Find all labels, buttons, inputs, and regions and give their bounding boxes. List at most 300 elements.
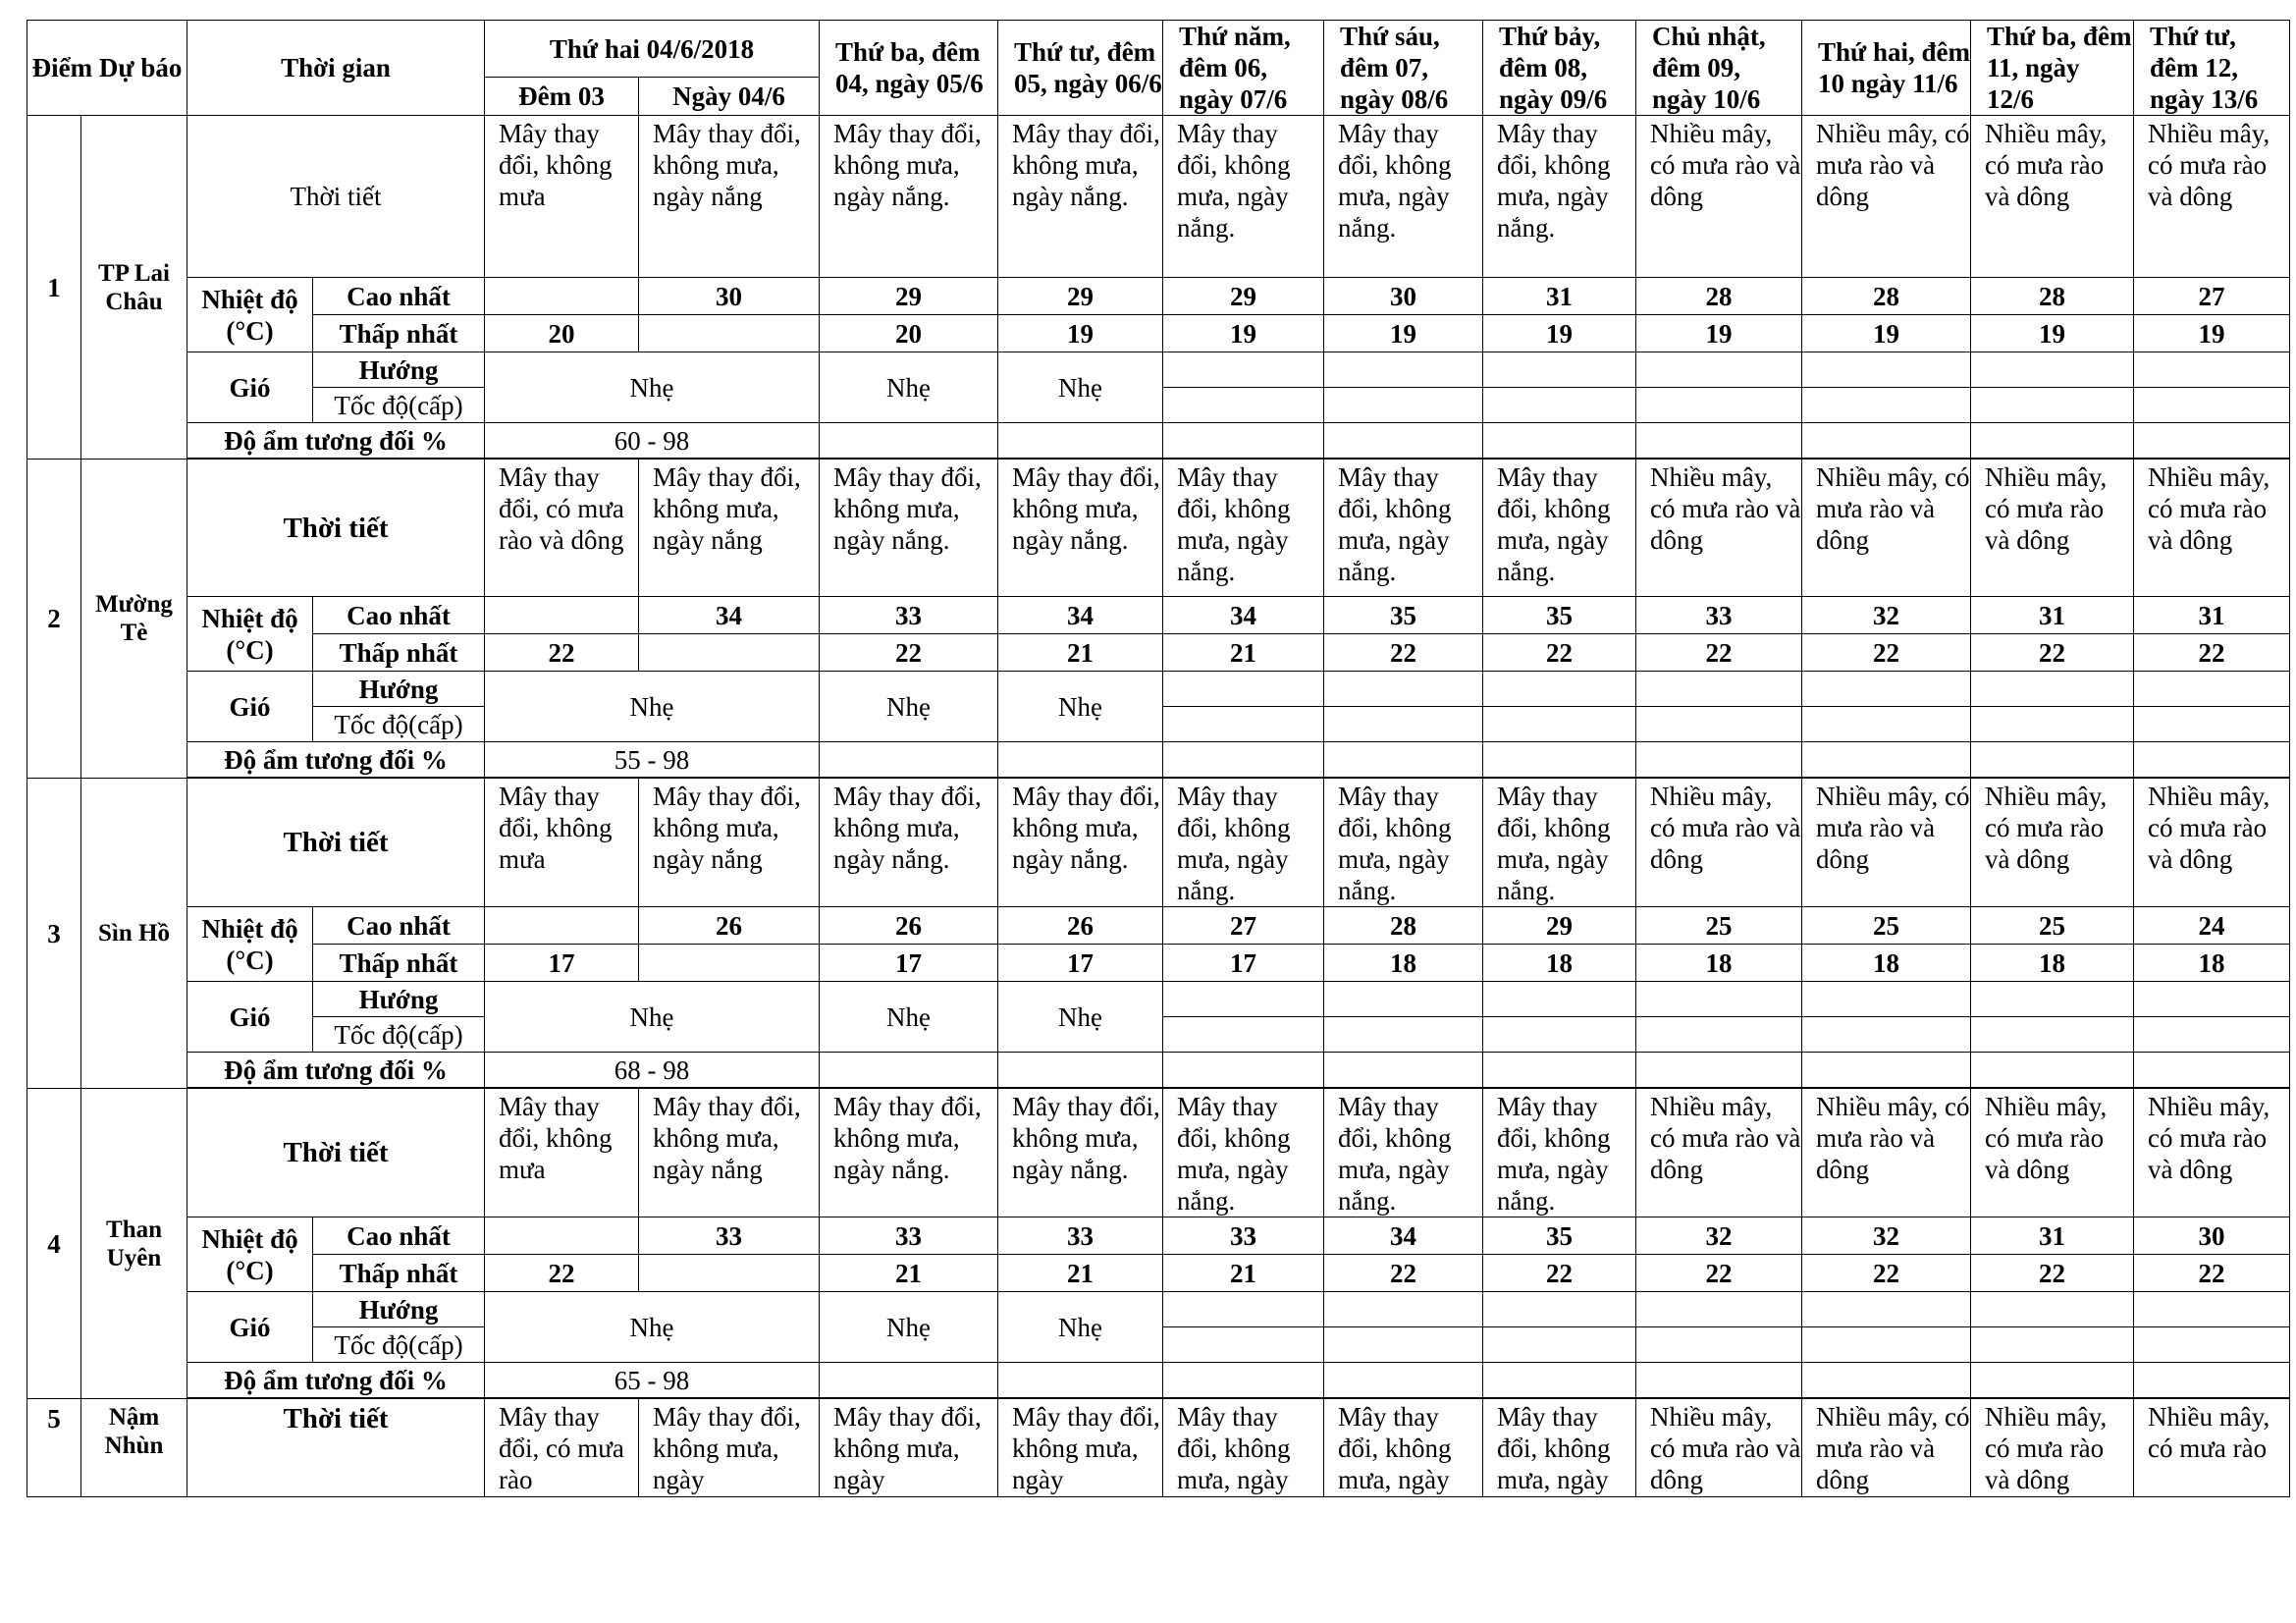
weather-desc: Mây thay đổi, không mưa, ngày nắng. xyxy=(998,460,1163,597)
header-diem-du-bao: Điểm Dự báo xyxy=(27,21,187,116)
label-huong: Hướng xyxy=(313,352,485,388)
empty-cell xyxy=(2134,1053,2290,1088)
label-nhiet-do: Nhiệt độ (°C) xyxy=(187,597,313,672)
weather-desc: Nhiều mây, có mưa rào và dông xyxy=(1636,116,1802,278)
station-number: 1 xyxy=(27,116,81,460)
empty-cell xyxy=(1971,982,2134,1017)
empty-cell xyxy=(1483,1327,1636,1363)
max-temp-value: 26 xyxy=(639,907,820,945)
min-temp-value: 19 xyxy=(1483,315,1636,352)
empty-cell xyxy=(1163,1327,1324,1363)
weather-desc: Nhiều mây, có mưa rào và dông xyxy=(1802,1089,1971,1217)
header-day: Chủ nhật, đêm 09, ngày 10/6 xyxy=(1636,21,1802,116)
max-temp-value: 34 xyxy=(639,597,820,634)
empty-cell xyxy=(1971,1017,2134,1053)
empty-cell xyxy=(1324,742,1483,778)
max-temp-value: 34 xyxy=(1324,1217,1483,1255)
label-huong: Hướng xyxy=(313,982,485,1017)
weather-desc: Mây thay đổi, không mưa, ngày xyxy=(820,1399,998,1497)
empty-cell xyxy=(998,423,1163,459)
header-day: Thứ bảy, đêm 08, ngày 09/6 xyxy=(1483,21,1636,116)
empty-cell xyxy=(1802,352,1971,388)
max-temp-value: 32 xyxy=(1802,1217,1971,1255)
max-temp-value: 29 xyxy=(1163,278,1324,315)
max-temp-value: 32 xyxy=(1802,597,1971,634)
station-name: Sìn Hồ xyxy=(81,779,187,1089)
max-temp-value: 29 xyxy=(998,278,1163,315)
min-temp-value: 22 xyxy=(1636,634,1802,672)
station-number: 4 xyxy=(27,1089,81,1399)
empty-cell xyxy=(1802,388,1971,423)
label-cao-nhat: Cao nhất xyxy=(313,278,485,315)
min-temp-value: 22 xyxy=(485,1255,639,1292)
max-temp-value: 28 xyxy=(1324,907,1483,945)
weather-desc: Mây thay đổi, không mưa, ngày nắng. xyxy=(998,1089,1163,1217)
max-temp-row xyxy=(27,278,2290,315)
empty-cell xyxy=(1324,352,1483,388)
empty-cell xyxy=(1636,1053,1802,1088)
label-do-am: Độ ẩm tương đối % xyxy=(187,423,485,459)
min-temp-value: 21 xyxy=(820,1255,998,1292)
empty-cell xyxy=(1802,672,1971,707)
weather-desc: Nhiều mây, có mưa rào và dông xyxy=(2134,779,2290,907)
min-temp-row xyxy=(27,315,2290,352)
min-temp-value: 20 xyxy=(820,315,998,352)
weather-desc: Mây thay đổi, không mưa, ngày nắng xyxy=(639,1089,820,1217)
min-temp-value: 17 xyxy=(998,945,1163,982)
weather-desc: Mây thay đổi, không mưa, ngày nắng. xyxy=(998,116,1163,278)
min-temp-value: 18 xyxy=(1483,945,1636,982)
empty-cell xyxy=(1163,742,1324,778)
empty-cell xyxy=(1483,982,1636,1017)
empty-cell xyxy=(1636,1327,1802,1363)
empty-cell xyxy=(1636,672,1802,707)
empty-cell xyxy=(1483,352,1636,388)
min-temp-value: 19 xyxy=(1802,315,1971,352)
station-weather-row xyxy=(27,1399,2290,1497)
weather-desc: Mây thay đổi, có mưa rào xyxy=(485,1399,639,1497)
empty-cell xyxy=(1324,1292,1483,1327)
min-temp-value xyxy=(639,315,820,352)
humidity-row xyxy=(27,423,2290,459)
min-temp-value: 19 xyxy=(1163,315,1324,352)
max-temp-row xyxy=(27,1217,2290,1255)
empty-cell xyxy=(1324,982,1483,1017)
empty-cell xyxy=(1802,1017,1971,1053)
weather-desc: Mây thay đổi, không mưa, ngày nắng. xyxy=(1483,460,1636,597)
forecast-table xyxy=(27,20,2290,1497)
wind-value: Nhẹ xyxy=(820,672,998,742)
wind-value: Nhẹ xyxy=(485,1292,820,1363)
max-temp-value: 33 xyxy=(820,597,998,634)
min-temp-row xyxy=(27,634,2290,672)
weather-desc: Mây thay đổi, không mưa, ngày nắng xyxy=(639,779,820,907)
weather-desc: Nhiều mây, có mưa rào xyxy=(2134,1399,2290,1497)
min-temp-value: 22 xyxy=(820,634,998,672)
label-thoi-tiet: Thời tiết xyxy=(187,779,485,907)
min-temp-value: 21 xyxy=(998,634,1163,672)
empty-cell xyxy=(1324,1053,1483,1088)
label-thap-nhat: Thấp nhất xyxy=(313,634,485,672)
max-temp-value xyxy=(485,278,639,315)
min-temp-value: 22 xyxy=(1324,634,1483,672)
label-nhiet-do: Nhiệt độ (°C) xyxy=(187,907,313,982)
humidity-row xyxy=(27,1053,2290,1088)
header-thoi-gian: Thời gian xyxy=(187,21,485,116)
max-temp-value: 32 xyxy=(1636,1217,1802,1255)
label-do-am: Độ ẩm tương đối % xyxy=(187,1053,485,1088)
empty-cell xyxy=(1971,1363,2134,1398)
empty-cell xyxy=(1163,707,1324,742)
label-thoi-tiet: Thời tiết xyxy=(187,1399,485,1497)
weather-desc: Mây thay đổi, không mưa, ngày xyxy=(1483,1399,1636,1497)
max-temp-value xyxy=(485,597,639,634)
weather-desc: Mây thay đổi, không mưa xyxy=(485,1089,639,1217)
weather-desc: Mây thay đổi, không mưa, ngày nắng xyxy=(639,116,820,278)
empty-cell xyxy=(1971,1053,2134,1088)
wind-direction-row xyxy=(27,672,2290,707)
max-temp-value: 27 xyxy=(2134,278,2290,315)
weather-desc: Mây thay đổi, không mưa, ngày nắng. xyxy=(1483,116,1636,278)
empty-cell xyxy=(1971,672,2134,707)
empty-cell xyxy=(1636,982,1802,1017)
weather-desc: Mây thay đổi, không mưa, ngày nắng. xyxy=(1324,779,1483,907)
min-temp-value: 21 xyxy=(1163,634,1324,672)
weather-desc: Mây thay đổi, không mưa, ngày nắng xyxy=(639,460,820,597)
empty-cell xyxy=(1483,672,1636,707)
header-row xyxy=(27,21,2290,78)
weather-desc: Mây thay đổi, không mưa, ngày xyxy=(639,1399,820,1497)
humidity-row xyxy=(27,1363,2290,1398)
weather-desc: Nhiều mây, có mưa rào và dông xyxy=(2134,116,2290,278)
weather-desc: Nhiều mây, có mưa rào và dông xyxy=(1971,1089,2134,1217)
max-temp-value: 33 xyxy=(1163,1217,1324,1255)
label-do-am: Độ ẩm tương đối % xyxy=(187,1363,485,1398)
min-temp-value: 20 xyxy=(485,315,639,352)
empty-cell xyxy=(1971,388,2134,423)
empty-cell xyxy=(1163,1017,1324,1053)
empty-cell xyxy=(2134,707,2290,742)
weather-desc: Nhiều mây, có mưa rào và dông xyxy=(1802,460,1971,597)
max-temp-value: 25 xyxy=(1636,907,1802,945)
header-day: Thứ ba, đêm 11, ngày 12/6 xyxy=(1971,21,2134,116)
header-day-sub: Ngày 04/6 xyxy=(639,78,820,116)
station-number: 2 xyxy=(27,460,81,779)
min-temp-value: 22 xyxy=(1483,1255,1636,1292)
label-gio: Gió xyxy=(187,352,313,423)
empty-cell xyxy=(1636,423,1802,459)
empty-cell xyxy=(1971,742,2134,778)
label-thap-nhat: Thấp nhất xyxy=(313,315,485,352)
empty-cell xyxy=(1324,1363,1483,1398)
weather-desc: Nhiều mây, có mưa rào và dông xyxy=(2134,460,2290,597)
max-temp-value: 31 xyxy=(1971,1217,2134,1255)
wind-value: Nhẹ xyxy=(820,982,998,1053)
weather-desc: Mây thay đổi, không mưa, ngày nắng. xyxy=(1324,116,1483,278)
wind-direction-row xyxy=(27,982,2290,1017)
weather-desc: Mây thay đổi, không mưa, ngày nắng. xyxy=(1163,1089,1324,1217)
humidity-value: 55 - 98 xyxy=(485,742,820,778)
empty-cell xyxy=(1802,707,1971,742)
label-toc-do: Tốc độ(cấp) xyxy=(313,1017,485,1053)
max-temp-value: 35 xyxy=(1483,597,1636,634)
station-name: Mường Tè xyxy=(81,460,187,779)
empty-cell xyxy=(1163,672,1324,707)
empty-cell xyxy=(1636,352,1802,388)
empty-cell xyxy=(2134,1017,2290,1053)
label-huong: Hướng xyxy=(313,672,485,707)
weather-desc: Mây thay đổi, không mưa, ngày nắng. xyxy=(820,779,998,907)
wind-value: Nhẹ xyxy=(998,982,1163,1053)
max-temp-value: 26 xyxy=(820,907,998,945)
max-temp-value: 34 xyxy=(1163,597,1324,634)
label-thap-nhat: Thấp nhất xyxy=(313,1255,485,1292)
weather-desc: Nhiều mây, có mưa rào và dông xyxy=(1636,1089,1802,1217)
min-temp-value: 19 xyxy=(998,315,1163,352)
weather-desc: Nhiều mây, có mưa rào và dông xyxy=(1802,1399,1971,1497)
empty-cell xyxy=(1636,742,1802,778)
humidity-value: 68 - 98 xyxy=(485,1053,820,1088)
empty-cell xyxy=(2134,982,2290,1017)
label-thap-nhat: Thấp nhất xyxy=(313,945,485,982)
max-temp-value: 28 xyxy=(1802,278,1971,315)
station-name: TP Lai Châu xyxy=(81,116,187,460)
empty-cell xyxy=(1636,1363,1802,1398)
empty-cell xyxy=(1163,352,1324,388)
wind-value: Nhẹ xyxy=(485,352,820,423)
empty-cell xyxy=(2134,352,2290,388)
min-temp-value: 18 xyxy=(1971,945,2134,982)
empty-cell xyxy=(1636,707,1802,742)
weather-desc: Nhiều mây, có mưa rào và dông xyxy=(1636,460,1802,597)
label-nhiet-do: Nhiệt độ (°C) xyxy=(187,278,313,352)
min-temp-value: 22 xyxy=(2134,634,2290,672)
max-temp-value: 28 xyxy=(1971,278,2134,315)
empty-cell xyxy=(1483,1363,1636,1398)
empty-cell xyxy=(820,742,998,778)
header-day: Thứ tư, đêm 05, ngày 06/6 xyxy=(998,21,1163,116)
weather-desc: Mây thay đổi, không mưa, ngày nắng. xyxy=(1163,460,1324,597)
humidity-row xyxy=(27,742,2290,778)
label-do-am: Độ ẩm tương đối % xyxy=(187,742,485,778)
max-temp-value: 29 xyxy=(1483,907,1636,945)
max-temp-value: 30 xyxy=(1324,278,1483,315)
empty-cell xyxy=(1802,1363,1971,1398)
weather-desc: Mây thay đổi, không mưa, ngày xyxy=(1163,1399,1324,1497)
empty-cell xyxy=(2134,672,2290,707)
max-temp-value: 33 xyxy=(998,1217,1163,1255)
weather-desc: Mây thay đổi, không mưa xyxy=(485,779,639,907)
empty-cell xyxy=(1483,742,1636,778)
weather-desc: Mây thay đổi, không mưa, ngày nắng. xyxy=(1324,460,1483,597)
weather-desc: Nhiều mây, có mưa rào và dông xyxy=(1971,1399,2134,1497)
station-weather-row xyxy=(27,1089,2290,1217)
weather-desc: Mây thay đổi, không mưa, ngày nắng. xyxy=(1163,779,1324,907)
empty-cell xyxy=(1971,1292,2134,1327)
empty-cell xyxy=(2134,1327,2290,1363)
station-number: 3 xyxy=(27,779,81,1089)
min-temp-value xyxy=(639,1255,820,1292)
max-temp-value: 31 xyxy=(1971,597,2134,634)
empty-cell xyxy=(1163,1363,1324,1398)
weather-desc: Mây thay đổi, không mưa, ngày xyxy=(1324,1399,1483,1497)
empty-cell xyxy=(2134,423,2290,459)
weather-desc: Nhiều mây, có mưa rào và dông xyxy=(1802,779,1971,907)
empty-cell xyxy=(2134,388,2290,423)
min-temp-value: 18 xyxy=(1324,945,1483,982)
empty-cell xyxy=(1163,388,1324,423)
empty-cell xyxy=(2134,1363,2290,1398)
empty-cell xyxy=(1163,423,1324,459)
label-toc-do: Tốc độ(cấp) xyxy=(313,1327,485,1363)
min-temp-value: 17 xyxy=(820,945,998,982)
station-number: 5 xyxy=(27,1399,81,1497)
label-gio: Gió xyxy=(187,1292,313,1363)
max-temp-value: 29 xyxy=(820,278,998,315)
empty-cell xyxy=(1324,1327,1483,1363)
empty-cell xyxy=(1802,1053,1971,1088)
station-name: Than Uyên xyxy=(81,1089,187,1399)
empty-cell xyxy=(1483,707,1636,742)
label-gio: Gió xyxy=(187,672,313,742)
min-temp-value: 22 xyxy=(1802,634,1971,672)
weather-desc: Mây thay đổi, không mưa, ngày xyxy=(998,1399,1163,1497)
empty-cell xyxy=(1324,388,1483,423)
weather-desc: Nhiều mây, có mưa rào và dông xyxy=(1802,116,1971,278)
min-temp-value: 18 xyxy=(2134,945,2290,982)
max-temp-row xyxy=(27,597,2290,634)
empty-cell xyxy=(1636,1017,1802,1053)
max-temp-value xyxy=(485,1217,639,1255)
label-thoi-tiet: Thời tiết xyxy=(187,460,485,597)
empty-cell xyxy=(1971,352,2134,388)
min-temp-value: 19 xyxy=(1324,315,1483,352)
label-cao-nhat: Cao nhất xyxy=(313,1217,485,1255)
empty-cell xyxy=(1483,1053,1636,1088)
weather-desc: Mây thay đổi, không mưa xyxy=(485,116,639,278)
empty-cell xyxy=(1483,388,1636,423)
weather-desc: Mây thay đổi, không mưa, ngày nắng. xyxy=(820,1089,998,1217)
min-temp-value: 19 xyxy=(2134,315,2290,352)
wind-value: Nhẹ xyxy=(820,1292,998,1363)
weather-desc: Mây thay đổi, không mưa, ngày nắng. xyxy=(1163,116,1324,278)
empty-cell xyxy=(1163,1053,1324,1088)
header-day: Thứ ba, đêm 04, ngày 05/6 xyxy=(820,21,998,116)
header-day: Thứ sáu, đêm 07, ngày 08/6 xyxy=(1324,21,1483,116)
max-temp-value: 30 xyxy=(639,278,820,315)
max-temp-value: 27 xyxy=(1163,907,1324,945)
min-temp-value: 17 xyxy=(485,945,639,982)
wind-direction-row xyxy=(27,352,2290,388)
empty-cell xyxy=(1971,1327,2134,1363)
empty-cell xyxy=(1971,423,2134,459)
weather-desc: Nhiều mây, có mưa rào và dông xyxy=(1636,779,1802,907)
wind-value: Nhẹ xyxy=(485,672,820,742)
empty-cell xyxy=(1636,388,1802,423)
max-temp-value xyxy=(485,907,639,945)
station-weather-row xyxy=(27,116,2290,278)
min-temp-value: 19 xyxy=(1636,315,1802,352)
min-temp-value: 18 xyxy=(1636,945,1802,982)
weather-desc: Mây thay đổi, không mưa, ngày nắng. xyxy=(998,779,1163,907)
max-temp-value: 31 xyxy=(1483,278,1636,315)
min-temp-value: 22 xyxy=(1483,634,1636,672)
max-temp-value: 35 xyxy=(1483,1217,1636,1255)
max-temp-value: 33 xyxy=(820,1217,998,1255)
label-huong: Hướng xyxy=(313,1292,485,1327)
max-temp-value: 30 xyxy=(2134,1217,2290,1255)
label-thoi-tiet: Thời tiết xyxy=(187,116,485,278)
weather-desc: Mây thay đổi, có mưa rào và dông xyxy=(485,460,639,597)
humidity-value: 60 - 98 xyxy=(485,423,820,459)
min-temp-value: 17 xyxy=(1163,945,1324,982)
min-temp-value: 22 xyxy=(1636,1255,1802,1292)
empty-cell xyxy=(1163,1292,1324,1327)
wind-value: Nhẹ xyxy=(485,982,820,1053)
empty-cell xyxy=(1483,1017,1636,1053)
header-day: Thứ hai, đêm 10 ngày 11/6 xyxy=(1802,21,1971,116)
label-cao-nhat: Cao nhất xyxy=(313,597,485,634)
weather-desc: Nhiều mây, có mưa rào và dông xyxy=(2134,1089,2290,1217)
header-day: Thứ năm, đêm 06, ngày 07/6 xyxy=(1163,21,1324,116)
wind-direction-row xyxy=(27,1292,2290,1327)
empty-cell xyxy=(1324,423,1483,459)
wind-value: Nhẹ xyxy=(820,352,998,423)
max-temp-row xyxy=(27,907,2290,945)
empty-cell xyxy=(820,1053,998,1088)
weather-desc: Nhiều mây, có mưa rào và dông xyxy=(1636,1399,1802,1497)
empty-cell xyxy=(1324,672,1483,707)
empty-cell xyxy=(998,742,1163,778)
empty-cell xyxy=(1802,982,1971,1017)
max-temp-value: 25 xyxy=(1802,907,1971,945)
label-gio: Gió xyxy=(187,982,313,1053)
empty-cell xyxy=(1802,423,1971,459)
max-temp-value: 26 xyxy=(998,907,1163,945)
empty-cell xyxy=(2134,1292,2290,1327)
min-temp-value: 22 xyxy=(2134,1255,2290,1292)
label-nhiet-do: Nhiệt độ (°C) xyxy=(187,1217,313,1292)
weather-desc: Mây thay đổi, không mưa, ngày nắng. xyxy=(1483,779,1636,907)
weather-desc: Mây thay đổi, không mưa, ngày nắng. xyxy=(820,116,998,278)
weather-desc: Mây thay đổi, không mưa, ngày nắng. xyxy=(1324,1089,1483,1217)
min-temp-value: 22 xyxy=(1324,1255,1483,1292)
max-temp-value: 25 xyxy=(1971,907,2134,945)
empty-cell xyxy=(1802,742,1971,778)
empty-cell xyxy=(1483,423,1636,459)
wind-value: Nhẹ xyxy=(998,672,1163,742)
max-temp-value: 28 xyxy=(1636,278,1802,315)
empty-cell xyxy=(1324,1017,1483,1053)
min-temp-value: 22 xyxy=(1802,1255,1971,1292)
empty-cell xyxy=(820,423,998,459)
min-temp-value xyxy=(639,945,820,982)
empty-cell xyxy=(1636,1292,1802,1327)
max-temp-value: 24 xyxy=(2134,907,2290,945)
min-temp-row xyxy=(27,945,2290,982)
empty-cell xyxy=(820,1363,998,1398)
empty-cell xyxy=(2134,742,2290,778)
empty-cell xyxy=(1802,1292,1971,1327)
max-temp-value: 34 xyxy=(998,597,1163,634)
min-temp-value: 22 xyxy=(485,634,639,672)
max-temp-value: 35 xyxy=(1324,597,1483,634)
empty-cell xyxy=(1163,982,1324,1017)
weather-desc: Nhiều mây, có mưa rào và dông xyxy=(1971,460,2134,597)
max-temp-value: 33 xyxy=(639,1217,820,1255)
station-weather-row xyxy=(27,779,2290,907)
min-temp-row xyxy=(27,1255,2290,1292)
